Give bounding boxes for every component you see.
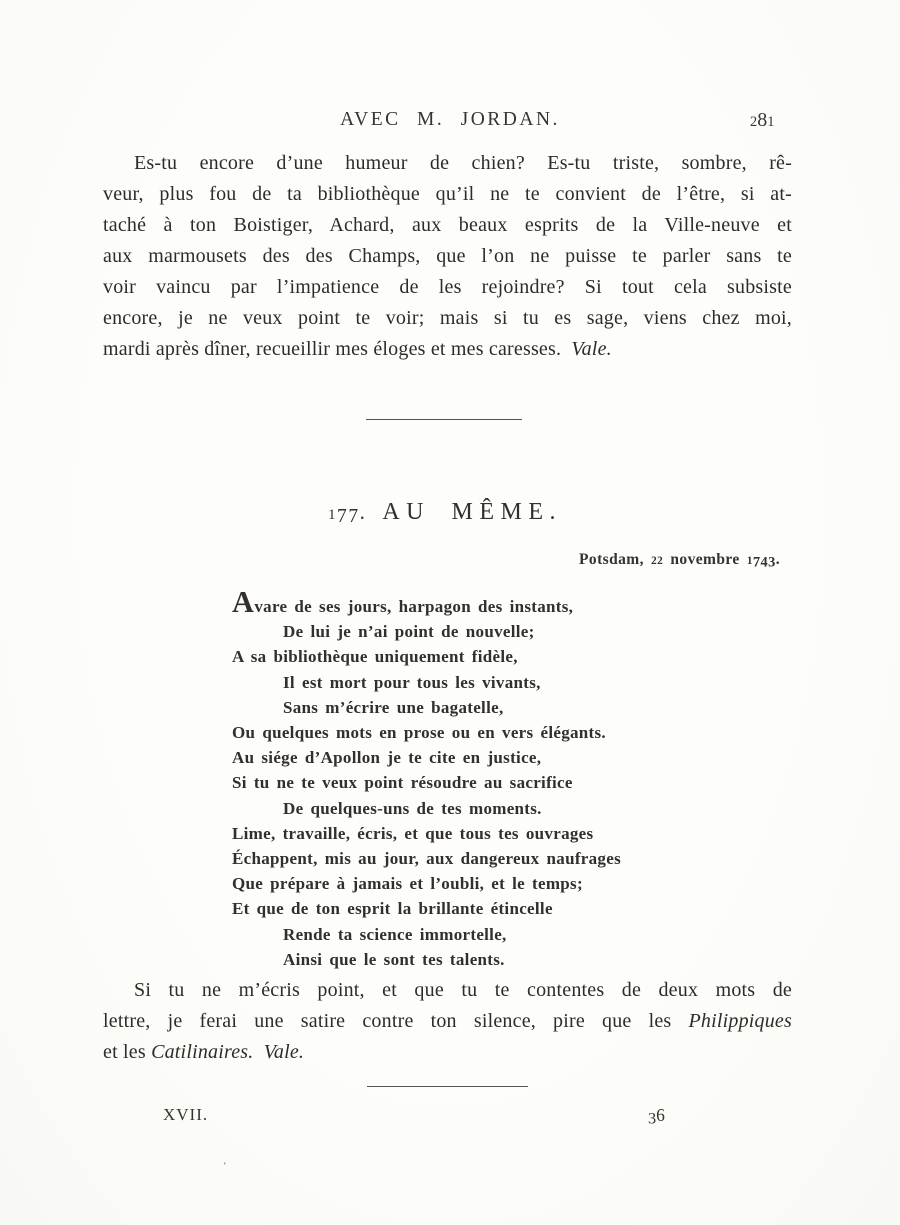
text-line xyxy=(103,303,792,334)
text-segment: encore, je ne veux point te voir; mais si tu es sage, viens chez moi, xyxy=(103,307,792,329)
dateline: Potsdam, 22 novembre 1743. xyxy=(579,551,780,571)
section-divider-bottom xyxy=(367,1086,528,1087)
text-segment xyxy=(254,1041,264,1063)
page-number: 281 xyxy=(750,109,775,131)
text-line xyxy=(103,334,792,365)
text-line xyxy=(103,1037,792,1068)
running-header-title: AVEC M. JORDAN. xyxy=(340,109,560,130)
initial-capital: A xyxy=(232,585,255,619)
verse-line: Avare de ses jours, harpagon des instants, xyxy=(232,585,574,619)
verse-line: De lui je n’ai point de nouvelle; xyxy=(283,622,535,642)
verse-line: Il est mort pour tous les vivants, xyxy=(283,672,541,692)
text-line xyxy=(103,272,792,303)
verse-line: Et que de ton esprit la brillante étincelle xyxy=(232,899,553,919)
text-segment: et les xyxy=(103,1041,152,1063)
italic-text: Catilinaires. xyxy=(151,1041,254,1063)
section-divider-top xyxy=(366,419,522,420)
text-segment: veur, plus fou de ta bibliothèque qu’il ne te convient de l’être, si at- xyxy=(103,183,792,205)
text-segment: Si tu ne m’écris point, et que tu te contentes de deux mots de xyxy=(134,979,792,1001)
footer-volume-number: XVII. xyxy=(163,1105,209,1124)
verse-line: Si tu ne te veux point résoudre au sacrifice xyxy=(232,773,573,793)
text-segment: taché à ton Boistiger, Achard, aux beaux esprits de la Ville-neuve et xyxy=(103,214,792,236)
letter-number: 177. xyxy=(327,500,367,528)
opening-paragraph xyxy=(103,148,792,365)
text-line xyxy=(103,975,792,1006)
italic-text: Vale. xyxy=(571,338,612,360)
scan-artifact-mark: ‘ xyxy=(223,1160,227,1172)
text-line xyxy=(103,210,792,241)
verse-line: A sa bibliothèque uniquement fidèle, xyxy=(232,647,518,667)
italic-text: Philippiques xyxy=(688,1010,792,1032)
text-segment: aux marmousets des des Champs, que l’on ne puisse te parler sans te xyxy=(103,245,792,267)
text-segment: Es-tu encore d’une humeur de chien? Es-tu triste, sombre, rê- xyxy=(134,152,792,174)
text-line xyxy=(103,179,792,210)
text-line xyxy=(103,1006,792,1037)
verse-line: Échappent, mis au jour, aux dangereux naufrages xyxy=(232,849,621,869)
footer-sheet-signature: 36 xyxy=(648,1105,665,1128)
verse-line: De quelques-uns de tes moments. xyxy=(283,798,542,818)
letter-title: AU MÊME. xyxy=(382,499,562,525)
verse-line: Ainsi que le sont tes talents. xyxy=(283,949,505,969)
verse-line: Rende ta science immortelle, xyxy=(283,924,507,944)
verse-line: Lime, travaille, écris, et que tous tes ouvrages xyxy=(232,823,594,843)
poem xyxy=(232,585,832,972)
italic-text: Vale. xyxy=(263,1041,305,1063)
text-segment: lettre, je ferai une satire contre ton silence, pire que les xyxy=(103,1010,689,1032)
text-segment: voir vaincu par l’impatience de les rejoindre? Si tout cela subsiste xyxy=(103,276,792,298)
verse-line: Au siége d’Apollon je te cite en justice, xyxy=(232,748,542,768)
verse-line: Que prépare à jamais et l’oubli, et le temps; xyxy=(232,874,583,894)
verse-line: Sans m’écrire une bagatelle, xyxy=(283,697,504,717)
closing-paragraph xyxy=(103,975,792,1068)
verse-line: Ou quelques mots en prose ou en vers élégants. xyxy=(232,723,606,743)
text-segment: mardi après dîner, recueillir mes éloges et mes caresses. xyxy=(103,338,572,360)
text-line xyxy=(103,148,792,179)
letter-heading xyxy=(0,499,890,528)
text-line xyxy=(103,241,792,272)
